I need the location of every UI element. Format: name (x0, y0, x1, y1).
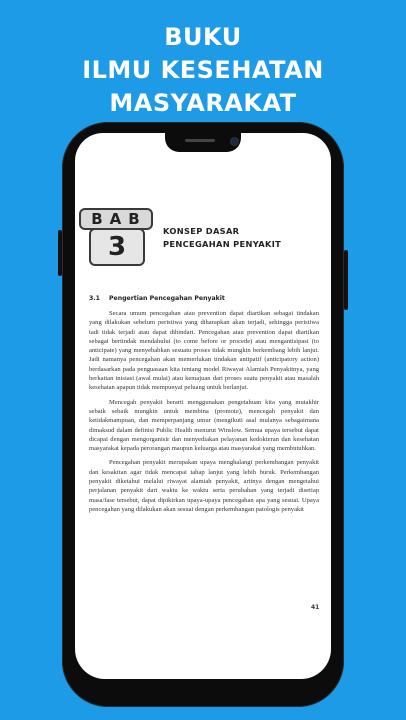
paragraph: Mencegah penyakit berarti menggunakan pengetahuan kita yang mutakhir sebaik sebaik mungkin untuk membina (promote), mencegah penyakit dan ketidakmampuan, dan memperpanjang umur (mengikuti asal mulanya sebagaimana dimaksud dalam definisi Public Health menurut Winslow. Semua upaya tersebut dapat dicapai dengan mengorganisir dan menyediakan pelayanan kedokteran dan kesehatan masyarakat kepada perorangan maupun keluarga atau masyarakat yang membutuhkan. (89, 398, 319, 453)
headline-line-3: MASYARAKAT (109, 89, 297, 117)
headline-line-2: ILMU KESEHATAN (82, 56, 324, 84)
paragraph: Secara umum pencegahan atau prevention dapat diartikan sebagai tindakan yang dilakukan sebelum peristiwa yang diharapkan akan terjadi, sehingga peristiwa tadi tidak terjadi atau dapat dihindari. Pencegahan atau prevention dapat diartikan sebagai bertindak mendahului (to come before or procede) atau mengantisipasi (to anticipate) yang menyebabkan sesuatu proses tidak mungkin berkembang lebih lanjut. Jadi namanya pencegahan akan memerlukan tindakan antipatif (anticipatory action) berdasarkan pada penguasaan kita tentang model Riwayat Alamiah Penyakitnya, yang berkaitan inisiasi (awal mulai) atau kemajuan dari proses suatu penyakit atau masalah kesehatan apapun tidak mempunyai peluang untuk berlanjut. (89, 310, 319, 392)
power-button (344, 250, 348, 310)
volume-button (58, 230, 62, 276)
bab-label: BAB (79, 208, 153, 230)
chapter-title-line-1: KONSEP DASAR (163, 226, 240, 236)
headline-line-1: BUKU (164, 23, 242, 51)
body-text (89, 309, 319, 519)
section-title: Pengertian Pencegahan Penyakit (108, 295, 225, 302)
section-number: 3.1 (89, 295, 100, 302)
chapter-badge (79, 200, 153, 268)
chapter-title-line-2: PENCEGAHAN PENYAKIT (163, 239, 282, 249)
section-heading (89, 295, 319, 302)
book-page[interactable] (75, 133, 331, 679)
speaker-icon (185, 139, 215, 142)
paragraph: Pencegahan penyakit merupakan upaya menghalangi perkembangan penyakit dan kesakitan agar tidak mencapai tahap lanjut yang lebih buruk. Perkembangan penyakit diketahui melalui riwayat alamiah penyakit, artinya dengan mengetahui perjalanan penyakit dari waktu ke waktu serta perubahan yang terjadi disetiap masa/fase tersebut, dapat dipikirkan upaya-upaya pencegahan apa yang sesuai. Upaya pencegahan yang dilakukan akan sesuai dengan perkembangan patologis penyakit (89, 459, 319, 513)
bab-number: 3 (89, 228, 145, 266)
page-number: 41 (311, 604, 320, 611)
camera-icon (230, 137, 239, 146)
chapter-title (163, 225, 323, 251)
